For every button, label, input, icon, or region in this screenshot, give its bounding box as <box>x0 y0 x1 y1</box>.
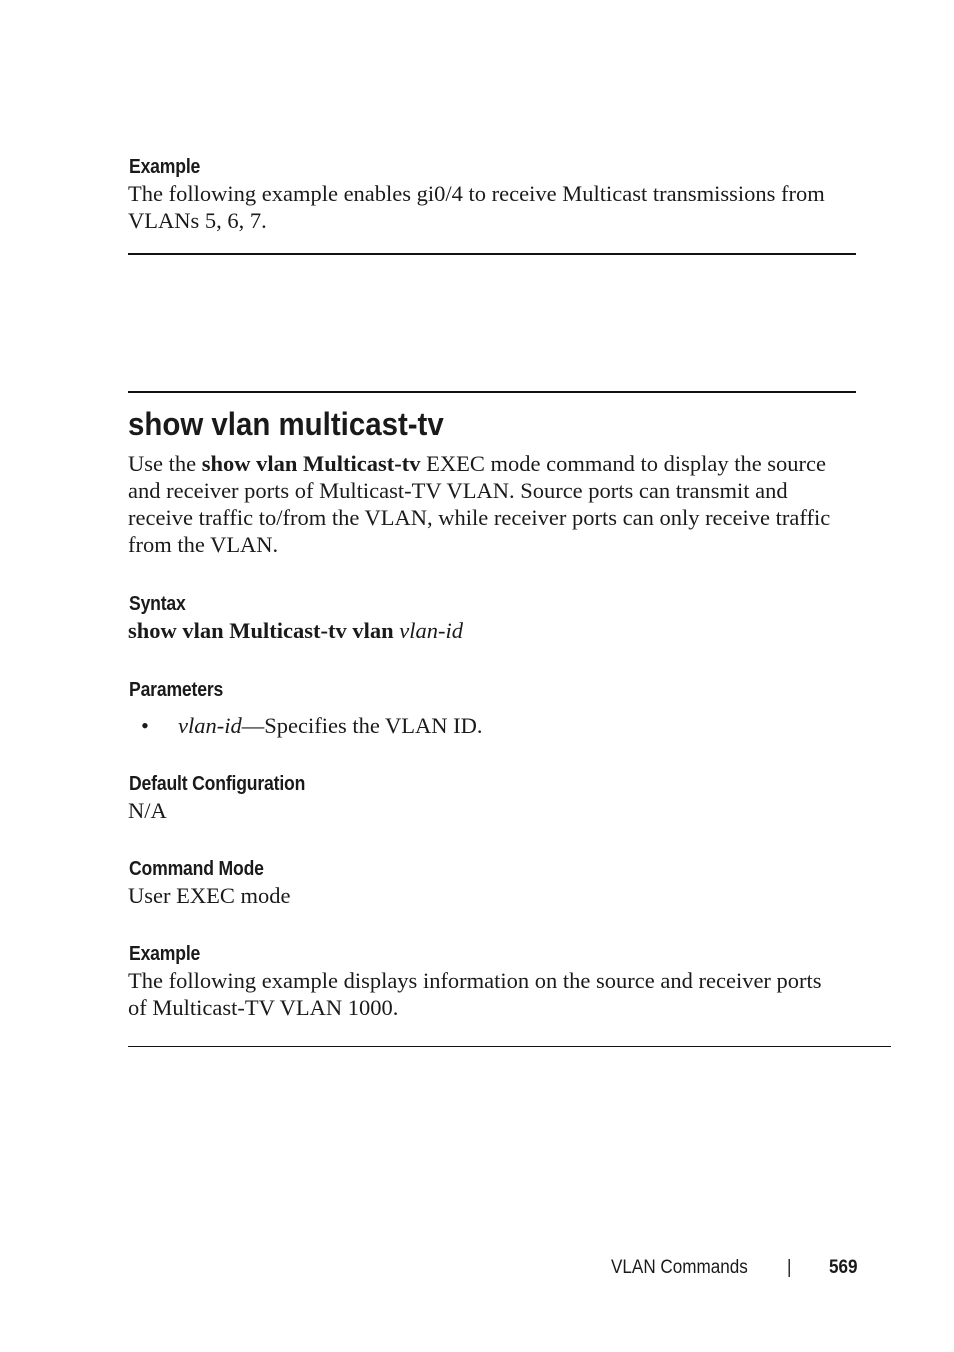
example-line-1: The following example enables gi0/4 to receive Multicast transmissions from <box>128 181 825 206</box>
default-configuration-value: N/A <box>128 798 167 823</box>
command-mode-heading: Command Mode <box>129 858 264 880</box>
description-line-2: and receiver ports of Multicast-TV VLAN. Source ports can transmit and <box>128 478 788 503</box>
section-divider-top <box>128 253 856 255</box>
parameter-description: —Specifies the VLAN ID. <box>241 713 483 738</box>
example-code-rule <box>128 1046 891 1047</box>
parameter-bullet: • <box>141 713 149 738</box>
parameter-item <box>178 712 483 739</box>
example-heading-top: Example <box>129 156 201 178</box>
description-text: Use the <box>128 451 202 476</box>
footer-separator: | <box>787 1257 792 1278</box>
syntax-heading: Syntax <box>129 593 186 615</box>
syntax-parameter: vlan-id <box>399 618 463 643</box>
description-line-4: from the VLAN. <box>128 532 279 557</box>
footer-section-name: VLAN Commands <box>611 1257 748 1278</box>
syntax-command-name: show vlan Multicast-tv vlan <box>128 618 400 643</box>
description-command-name: show vlan Multicast-tv <box>201 451 421 476</box>
parameter-name: vlan-id <box>178 713 242 738</box>
page-number: 569 <box>829 1257 858 1278</box>
description-line-1 <box>128 450 868 477</box>
example-line-2: of Multicast-TV VLAN 1000. <box>128 995 399 1020</box>
example-text <box>128 967 868 1021</box>
syntax-command <box>128 617 463 644</box>
description-line-3: receive traffic to/from the VLAN, while receiver ports can only receive traffic <box>128 505 831 530</box>
example-text-top <box>128 180 868 234</box>
command-description <box>128 450 868 558</box>
example-line-1: The following example displays information on the source and receiver ports <box>128 968 822 993</box>
example-heading: Example <box>129 943 201 965</box>
command-title-rule <box>128 391 856 393</box>
description-text: EXEC mode command to display the source <box>420 451 827 476</box>
example-line-2: VLANs 5, 6, 7. <box>128 208 267 233</box>
command-mode-value: User EXEC mode <box>128 883 291 908</box>
parameters-heading: Parameters <box>129 679 224 701</box>
page-title: show vlan multicast-tv <box>128 406 444 442</box>
default-configuration-heading: Default Configuration <box>129 773 306 795</box>
